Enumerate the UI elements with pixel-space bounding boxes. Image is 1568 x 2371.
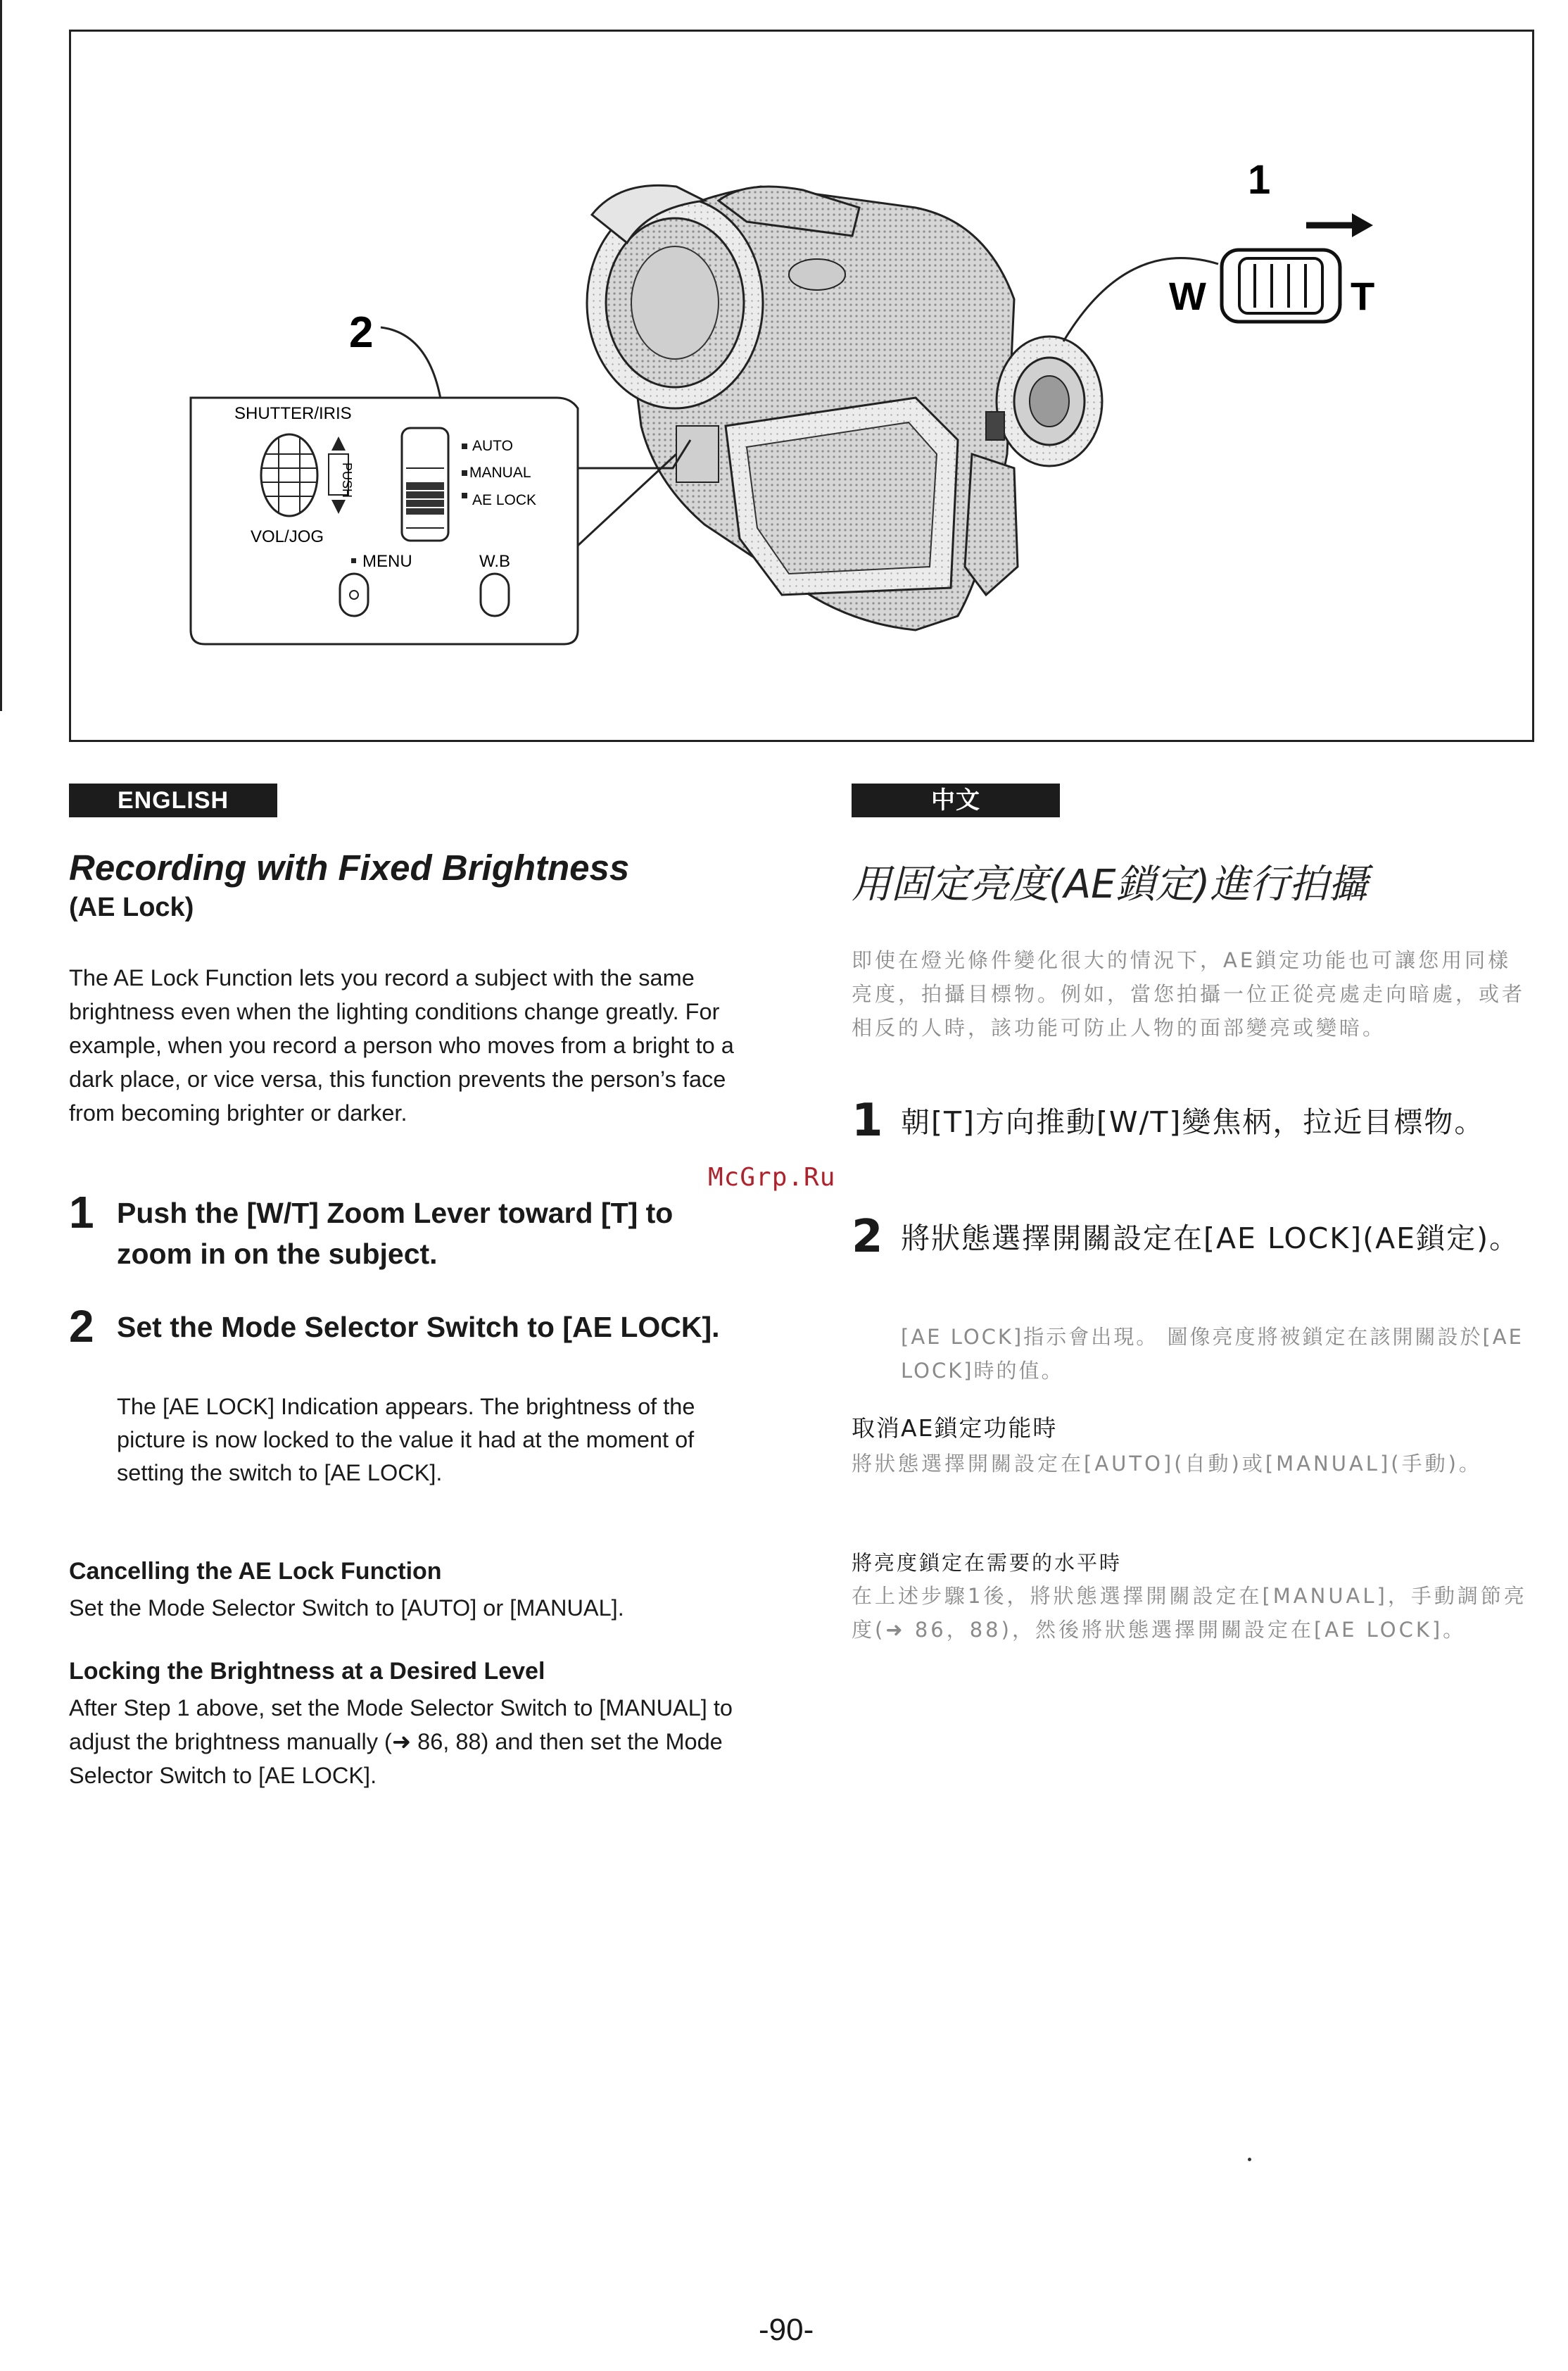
english-lock-body: After Step 1 above, set the Mode Selector Switch to [MANUAL] to adjust the brightness manually (➜ 86, 88) and then set the Mode Selector Switch to [AE LOCK]. (69, 1695, 733, 1788)
watermark: McGrp.Ru (708, 1163, 836, 1192)
menu-button (340, 574, 368, 616)
english-subtitle: (AE Lock) (69, 893, 194, 922)
step-number: 2 (852, 1211, 883, 1263)
callout-2-label: 2 (349, 308, 374, 357)
left-margin-rule (0, 0, 2, 711)
stray-dot (1248, 2158, 1251, 2161)
shutter-iris-label: SHUTTER/IRIS (234, 404, 352, 423)
chinese-section-badge: 中文 (852, 784, 1060, 817)
step-text: 將狀態選擇開關設定在[AE LOCK](AE鎖定)。 (901, 1221, 1520, 1255)
english-cancel-body: Set the Mode Selector Switch to [AUTO] or [MANUAL]. (69, 1595, 624, 1621)
camcorder-body (587, 185, 1102, 630)
zoom-lever-w-label: W (1169, 274, 1206, 318)
push-label: PUSH (340, 463, 354, 498)
chinese-intro: 即使在燈光條件變化很大的情況下，AE鎖定功能也可讓您用同樣亮度，拍攝目標物。例如，當您拍攝一位正從亮處走向暗處，或者相反的人時，該功能可防止人物的面部變亮或變暗。 (852, 948, 1526, 1040)
wb-button-label: W.B (479, 552, 511, 571)
mode-ae-lock-label: AE LOCK (472, 492, 537, 508)
step-number: 1 (852, 1095, 883, 1147)
vol-jog-label: VOL/JOG (251, 527, 324, 546)
english-step-2-note: The [AE LOCK] Indication appears. The brightness of the picture is now locked to the value it had at the moment of setting the switch to [AE LOCK]. (117, 1394, 695, 1485)
menu-button-label: MENU (362, 552, 412, 571)
chinese-lock-heading: 將亮度鎖定在需要的水平時 (852, 1551, 1123, 1575)
callout-1-label: 1 (1248, 157, 1271, 203)
illustration-frame (69, 30, 1534, 742)
page-number: -90- (759, 2313, 814, 2347)
step-text: Push the [W/T] Zoom Lever toward [T] to zoom in on the subject. (117, 1197, 674, 1270)
chinese-title: 用固定亮度(AE鎖定)進行拍攝 (852, 862, 1368, 907)
camcorder-illustration (71, 32, 1532, 740)
chinese-cancel-body: 將狀態選擇開關設定在[AUTO](自動)或[MANUAL](手動)。 (852, 1452, 1482, 1476)
control-panel (191, 398, 578, 644)
wb-button (481, 574, 509, 616)
chinese-cancel-heading: 取消AE鎖定功能時 (852, 1414, 1058, 1442)
chinese-step-2-note: [AE LOCK]指示會出現。 圖像亮度將被鎖定在該開關設於[AE LOCK]時的值。 (901, 1325, 1524, 1383)
english-intro: The AE Lock Function lets you record a subject with the same brightness even when the lighting conditions change greatly. For example, when you record a person who moves from a bright to a dark place, or vice versa, this function prevents the person’s face from becoming brighter or darker. (69, 965, 734, 1126)
english-cancel-heading: Cancelling the AE Lock Function (69, 1558, 442, 1585)
step-text: 朝[T]方向推動[W/T]變焦柄，拉近目標物。 (901, 1105, 1485, 1139)
step-number: 2 (69, 1301, 94, 1352)
mode-manual-label: MANUAL (469, 465, 531, 481)
step-text: Set the Mode Selector Switch to [AE LOCK]. (117, 1311, 720, 1343)
jog-dial (261, 434, 317, 516)
mode-selector-switch (402, 428, 448, 541)
english-title: Recording with Fixed Brightness (69, 848, 630, 888)
english-section-badge: ENGLISH (69, 784, 277, 817)
zoom-lever-callout (1063, 157, 1374, 341)
zoom-lever-t-label: T (1351, 274, 1375, 318)
english-lock-heading: Locking the Brightness at a Desired Level (69, 1658, 545, 1685)
mode-auto-label: AUTO (472, 438, 513, 454)
chinese-lock-body: 在上述步驟1後，將狀態選擇開關設定在[MANUAL]，手動調節亮度(➜ 86，88)，然後將狀態選擇開關設定在[AE LOCK]。 (852, 1584, 1527, 1642)
step-number: 1 (69, 1187, 94, 1238)
